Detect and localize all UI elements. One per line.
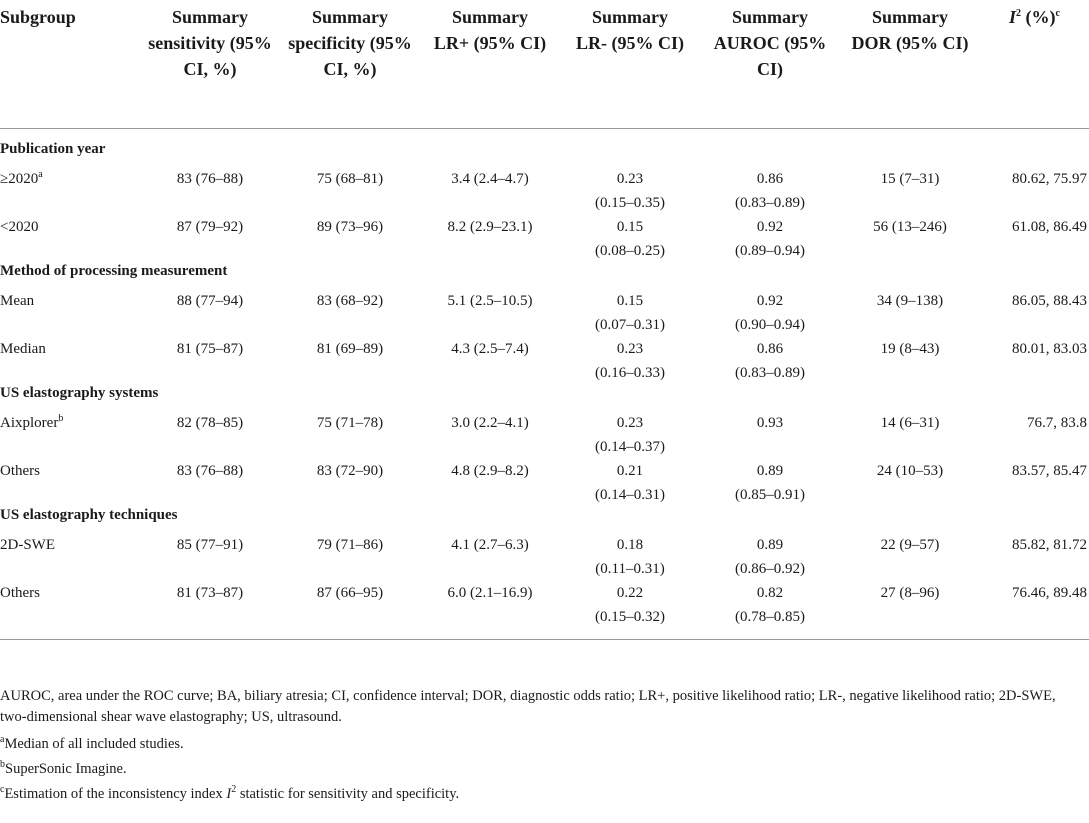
cell-sensitivity: 83 (76–88) [176, 462, 244, 479]
cell-dor: 14 (6–31) [880, 414, 940, 431]
cell-sensitivity: 88 (77–94) [176, 292, 244, 309]
cell-specificity: 75 (71–78) [316, 414, 384, 431]
cell-dor: 19 (8–43) [880, 340, 940, 357]
cell-auroc: 0.89 (0.86–0.92) [735, 536, 805, 577]
cell-lr-negative: 0.23 (0.15–0.35) [595, 170, 665, 211]
cell-subgroup: Others [0, 462, 40, 479]
cell-specificity: 87 (66–95) [280, 581, 420, 640]
group-row [0, 385, 1089, 411]
cell-specificity: 83 (68–92) [316, 292, 384, 309]
cell-specificity: 83 (72–90) [316, 462, 384, 479]
header-row [0, 0, 1089, 128]
cell-specificity: 81 (69–89) [316, 340, 384, 357]
group-title: Publication year [0, 140, 106, 157]
header-sensitivity: Summary sensitivity (95% CI, %) [140, 0, 280, 128]
header-specificity: Summary specificity (95% CI, %) [280, 0, 420, 128]
cell-dor: 22 (9–57) [880, 536, 940, 553]
cell-lr-positive: 4.1 (2.7–6.3) [451, 536, 529, 553]
header-lr-positive: Summary LR+ (95% CI) [420, 0, 560, 128]
cell-subgroup: 2D-SWE [0, 536, 55, 553]
cell-lr-positive: 3.0 (2.2–4.1) [451, 414, 529, 431]
table-row [0, 581, 1089, 640]
group-row [0, 263, 1089, 289]
cell-lr-positive: 3.4 (2.4–4.7) [451, 170, 529, 187]
cell-i2: 85.82, 81.72 [1012, 536, 1087, 553]
cell-dor: 34 (9–138) [876, 292, 944, 309]
cell-i2: 83.57, 85.47 [1012, 462, 1087, 479]
cell-i2: 86.05, 88.43 [1012, 292, 1087, 309]
cell-subgroup: $\ge 2020^a$ [0, 168, 43, 187]
cell-dor: 15 (7–31) [880, 170, 940, 187]
footnote-a: $^a$Median of all included studies. [0, 734, 184, 752]
table-row [0, 533, 1089, 581]
cell-subgroup: <2020 [0, 218, 39, 235]
cell-subgroup: Aixplorer$^b$ [0, 412, 64, 431]
cell-auroc: 0.82 (0.78–0.85) [700, 581, 840, 640]
cell-dor: 56 (13–246) [873, 218, 947, 235]
cell-subgroup: Mean [0, 292, 35, 309]
cell-lr-negative: 0.18 (0.11–0.31) [595, 536, 665, 577]
cell-auroc: 0.93 [756, 414, 784, 431]
cell-i2: 80.62, 75.97 [1012, 170, 1087, 187]
table-row [0, 411, 1089, 459]
group-row [0, 128, 1089, 167]
cell-lr-negative: 0.22 (0.15–0.32) [560, 581, 700, 640]
footnote-b: $^b$SuperSonic Imagine. [0, 759, 127, 777]
cell-sensitivity: 87 (79–92) [176, 218, 244, 235]
cell-i2: 61.08, 86.49 [1012, 218, 1087, 235]
cell-sensitivity: 83 (76–88) [176, 170, 244, 187]
cell-subgroup: Median [0, 340, 46, 357]
table-body [0, 128, 1089, 639]
cell-lr-negative: 0.15 (0.08–0.25) [595, 218, 665, 259]
table-row [0, 215, 1089, 263]
cell-lr-negative: 0.23 (0.14–0.37) [595, 414, 665, 455]
header-dor: Summary DOR (95% CI) [840, 0, 980, 128]
cell-i2: 80.01, 83.03 [1012, 340, 1087, 357]
header-subgroup: Subgroup [0, 0, 140, 128]
table-row [0, 459, 1089, 507]
group-title: US elastography techniques [0, 506, 178, 523]
table-row [0, 289, 1089, 337]
cell-subgroup: Others [0, 581, 140, 640]
cell-lr-positive: 4.3 (2.5–7.4) [451, 340, 529, 357]
cell-auroc: 0.92 (0.90–0.94) [735, 292, 805, 333]
cell-lr-positive: 8.2 (2.9–23.1) [447, 218, 533, 235]
cell-sensitivity: 81 (75–87) [176, 340, 244, 357]
cell-sensitivity: 82 (78–85) [176, 414, 244, 431]
header-auroc: Summary AUROC (95% CI) [700, 0, 840, 128]
header-i2: $I^2$ (%)$^c$ [980, 0, 1089, 128]
cell-dor: 27 (8–96) [840, 581, 980, 640]
group-title: US elastography systems [0, 384, 159, 401]
cell-sensitivity: 81 (73–87) [140, 581, 280, 640]
cell-i2: 76.7, 83.8 [1027, 414, 1087, 431]
cell-i2: 76.46, 89.48 [980, 581, 1089, 640]
cell-lr-negative: 0.15 (0.07–0.31) [595, 292, 665, 333]
cell-auroc: 0.89 (0.85–0.91) [735, 462, 805, 503]
cell-auroc: 0.86 (0.83–0.89) [735, 170, 805, 211]
cell-specificity: 79 (71–86) [316, 536, 384, 553]
cell-sensitivity: 85 (77–91) [176, 536, 244, 553]
cell-specificity: 75 (68–81) [316, 170, 384, 187]
cell-lr-negative: 0.23 (0.16–0.33) [595, 340, 665, 381]
header-lr-negative: Summary LR- (95% CI) [560, 0, 700, 128]
cell-specificity: 89 (73–96) [316, 218, 384, 235]
cell-lr-positive: 5.1 (2.5–10.5) [447, 292, 533, 309]
cell-lr-positive: 6.0 (2.1–16.9) [420, 581, 560, 640]
cell-lr-negative: 0.21 (0.14–0.31) [595, 462, 665, 503]
footnote-abbreviations: AUROC, area under the ROC curve; BA, biliary atresia; CI, confidence interval; DOR, diagnostic odds ratio; LR+, positive likelihood ratio; LR-, negative likelihood ratio; 2D-SWE, two-dimensional shear wave elastography; US, ultrasound. [0, 688, 1056, 725]
group-row [0, 507, 1089, 533]
cell-lr-positive: 4.8 (2.9–8.2) [451, 462, 529, 479]
table-row [0, 337, 1089, 385]
cell-dor: 24 (10–53) [876, 462, 944, 479]
footnote-c: $^c$Estimation of the inconsistency index $I^2$ statistic for sensitivity and specificity. [0, 784, 460, 802]
group-title: Method of processing measurement [0, 262, 228, 279]
cell-auroc: 0.92 (0.89–0.94) [735, 218, 805, 259]
table-row [0, 167, 1089, 215]
cell-auroc: 0.86 (0.83–0.89) [735, 340, 805, 381]
